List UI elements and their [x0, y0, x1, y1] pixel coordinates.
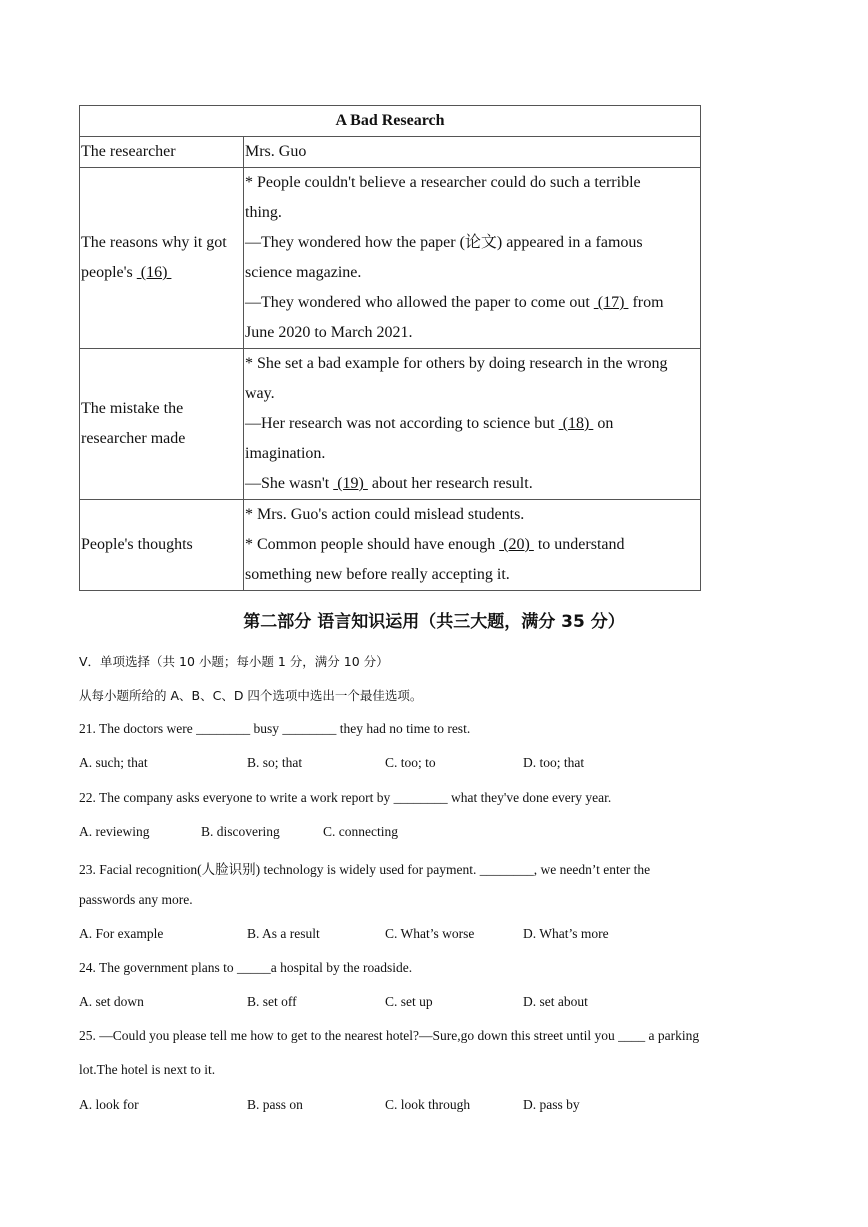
section-heading: 第二部分 语言知识运用（共三大题，满分 35 分） — [243, 612, 625, 632]
option-c[interactable]: C. set up — [385, 994, 433, 1009]
row-value: Mrs. Guo — [244, 137, 701, 168]
text-line: —She wasn't (19) about her research result. — [245, 475, 533, 492]
text-line: * She set a bad example for others by doing research in the wrong — [245, 355, 668, 372]
blank-20: (20) — [499, 536, 534, 553]
question-stem: 23. Facial recognition(人脸识别) technology is widely used for payment. ________, we needn’t enter the — [79, 862, 651, 877]
text-line: science magazine. — [245, 264, 362, 281]
option-c[interactable]: C. look through — [385, 1097, 471, 1112]
question-stem-cont: lot.The hotel is next to it. — [79, 1062, 216, 1077]
text-line: —They wondered how the paper (论文) appeared in a famous — [245, 234, 643, 251]
option-b[interactable]: B. As a result — [247, 926, 320, 941]
option-c[interactable]: C. too; to — [385, 755, 436, 770]
question-stem: 24. The government plans to _____a hospital by the roadside. — [79, 960, 413, 975]
option-b[interactable]: B. pass on — [247, 1097, 303, 1112]
instruction: 从每小题所给的 A、B、C、D 四个选项中选出一个最佳选项。 — [79, 688, 423, 703]
label-line: people's — [81, 264, 137, 281]
row-label — [80, 349, 244, 500]
label-line: researcher made — [81, 430, 186, 447]
blank-17: (17) — [593, 294, 629, 311]
option-a[interactable]: A. reviewing — [79, 824, 150, 839]
question-stem: 22. The company asks everyone to write a work report by ________ what they've done every year. — [79, 790, 612, 805]
option-b[interactable]: B. so; that — [247, 755, 303, 770]
option-b[interactable]: B. set off — [247, 994, 297, 1009]
part-v-title: V．单项选择（共 10 小题；每小题 1 分，满分 10 分） — [79, 654, 389, 669]
option-a[interactable]: A. set down — [79, 994, 144, 1009]
table-row — [80, 349, 701, 500]
row-value — [244, 500, 701, 591]
text-line: thing. — [245, 204, 282, 221]
row-value — [244, 168, 701, 349]
text-line: way. — [245, 385, 275, 402]
row-label: People's thoughts — [80, 500, 244, 591]
table-title: A Bad Research — [80, 106, 701, 137]
row-label: The researcher — [80, 137, 244, 168]
option-b[interactable]: B. discovering — [201, 824, 280, 839]
blank-18: (18) — [558, 415, 594, 432]
row-label — [80, 168, 244, 349]
option-a[interactable]: A. look for — [79, 1097, 139, 1112]
question-stem: 25. —Could you please tell me how to get to the nearest hotel?—Sure,go down this street until you ____ a parking — [79, 1028, 700, 1043]
blank-19: (19) — [333, 475, 368, 492]
option-a[interactable]: A. such; that — [79, 755, 148, 770]
question-stem-cont: passwords any more. — [79, 892, 193, 907]
option-d[interactable]: D. set about — [523, 994, 588, 1009]
text-line: imagination. — [245, 445, 326, 462]
option-a[interactable]: A. For example — [79, 926, 164, 941]
option-c[interactable]: C. What’s worse — [385, 926, 475, 941]
text-line: —They wondered who allowed the paper to come out (17) from — [245, 294, 664, 311]
blank-16: (16) — [136, 264, 172, 281]
row-value — [244, 349, 701, 500]
table-row — [80, 137, 701, 168]
table-row — [80, 500, 701, 591]
label-line: The mistake the — [81, 400, 184, 417]
text-line: June 2020 to March 2021. — [245, 324, 413, 341]
table-row — [80, 168, 701, 349]
text-line: something new before really accepting it. — [245, 566, 510, 583]
question-stem: 21. The doctors were ________ busy ________ they had no time to rest. — [79, 721, 471, 736]
text-line: * People couldn't believe a researcher could do such a terrible — [245, 174, 641, 191]
text-line: * Common people should have enough (20) to understand — [245, 536, 625, 553]
option-d[interactable]: D. What’s more — [523, 926, 609, 941]
text-line: —Her research was not according to science but (18) on — [245, 415, 614, 432]
research-table — [79, 105, 701, 591]
label-line: The reasons why it got — [81, 234, 227, 251]
option-c[interactable]: C. connecting — [323, 824, 398, 839]
option-d[interactable]: D. too; that — [523, 755, 585, 770]
text-line: * Mrs. Guo's action could mislead students. — [245, 506, 525, 523]
option-d[interactable]: D. pass by — [523, 1097, 580, 1112]
